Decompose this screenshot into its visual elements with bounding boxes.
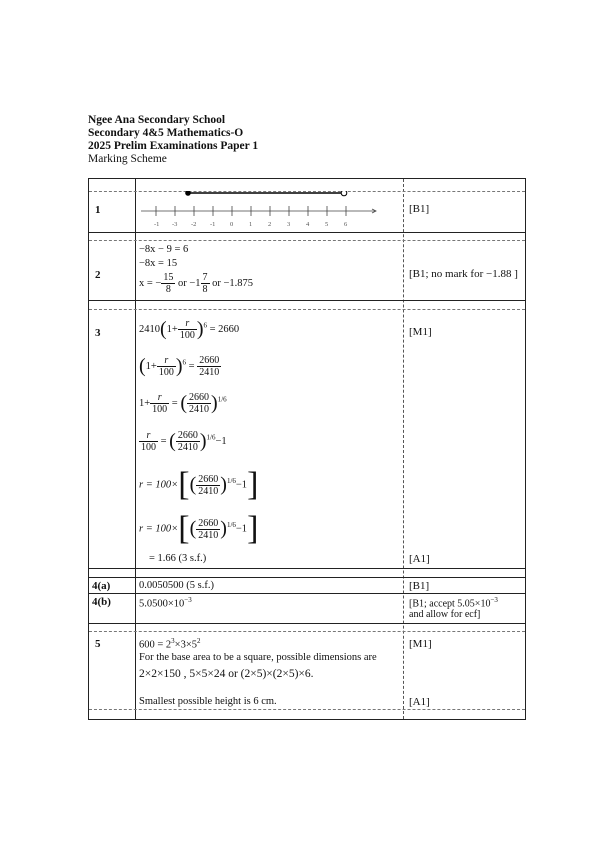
mark-allocation: [B1] <box>409 203 430 215</box>
mark-allocation: [B1; accept $5.05\times 10^{-3}$ <box>409 596 498 610</box>
mark-allocation: [M1] <box>409 638 432 650</box>
answer-line: $5.0500\times 10^{-3}$ <box>139 596 192 610</box>
mark-allocation: [B1] <box>409 580 430 592</box>
mark-allocation: [B1; no mark for −1.88 ] <box>409 268 518 280</box>
working-line: 2×2×150 , 5×5×24 or (2×5)×(2×5)×6. <box>139 668 314 680</box>
final-answer: = 1.66 (3 s.f.) <box>149 553 207 564</box>
document-title: Marking Scheme <box>88 153 167 165</box>
course-name: Secondary 4&5 Mathematics-O <box>88 127 244 139</box>
question-number: 2 <box>95 269 101 281</box>
answer-line: x = − $\frac{15}{8}$ or −1 $\frac{7}{8}$ or −1.875 <box>139 272 254 295</box>
exam-name: 2025 Prelim Examinations Paper 1 <box>88 140 259 152</box>
answer-line: 0.0050500 (5 s.f.) <box>139 580 214 591</box>
number-line-ticks: -1 -3 -2 -1 0 1 2 3 4 5 6 <box>154 221 348 228</box>
school-name: Ngee Ana Secondary School <box>88 114 226 126</box>
closed-circle-marker <box>185 191 191 196</box>
working-line: 1+ $\frac{r}{100}$ = ( $\frac{2660}{2410}$ )$^{1/6}$ <box>139 392 227 415</box>
working-line: −8x − 9 = 6 <box>139 244 189 255</box>
document-header <box>88 114 258 166</box>
question-number: 4(b) <box>92 596 111 608</box>
mark-allocation: [M1] <box>409 326 432 338</box>
question-number: 1 <box>95 204 101 216</box>
mark-allocation: [A1] <box>409 553 430 565</box>
question-number: 5 <box>95 638 101 650</box>
working-line: 2410(1+ $\frac{r}{100}$ )$^6$ = 2660 <box>139 318 240 341</box>
working-line: $\frac{r}{100}$ = ( $\frac{2660}{2410}$ )$^{1/6}$−1 <box>141 430 227 453</box>
working-line: −8x = 15 <box>139 258 178 269</box>
final-answer: Smallest possible height is 6 cm. <box>139 696 277 707</box>
working-line: r = 100×[( $\frac{2660}{2410}$ )$^{1/6}$−1] <box>139 466 259 503</box>
open-circle-marker <box>341 191 347 196</box>
mark-allocation-note: and allow for ecf] <box>409 609 481 620</box>
mark-allocation: [A1] <box>409 696 430 708</box>
question-number: 3 <box>95 327 101 339</box>
working-line: $600 = 2^3\times 3\times 5^2$ <box>139 637 201 651</box>
question-number: 4(a) <box>92 580 111 592</box>
marking-scheme-table <box>88 178 526 720</box>
working-line: r = 100×[( $\frac{2660}{2410}$ )$^{1/6}$−1] <box>139 510 259 547</box>
working-line: (1+ $\frac{r}{100}$ )$^6$ = $\frac{2660}{2410}$ <box>139 355 220 378</box>
working-line: For the base area to be a square, possible dimensions are <box>139 652 377 663</box>
